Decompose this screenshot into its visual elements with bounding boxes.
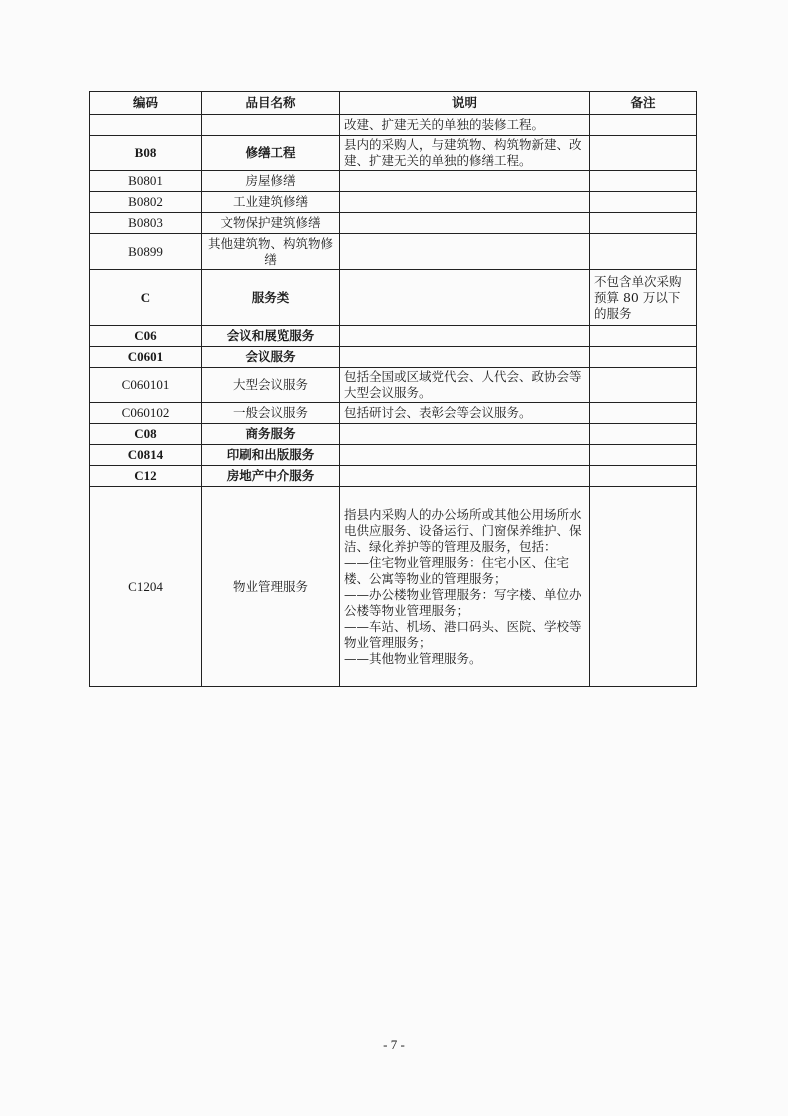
row-description: [340, 234, 590, 270]
table-row: [90, 466, 697, 487]
row-name: 会议和展览服务: [202, 326, 340, 347]
row-description: 县内的采购人，与建筑物、构筑物新建、改建、扩建无关的单独的修缮工程。: [340, 136, 590, 171]
row-code: C06: [90, 326, 202, 347]
row-description: [340, 424, 590, 445]
table-row: [90, 445, 697, 466]
row-note: 不包含单次采购预算 80 万以下的服务: [590, 270, 697, 326]
page-number: - 7 -: [383, 1037, 405, 1052]
row-name: 大型会议服务: [202, 368, 340, 403]
row-name: 印刷和出版服务: [202, 445, 340, 466]
row-name: 文物保护建筑修缮: [202, 213, 340, 234]
row-name: 其他建筑物、构筑物修缮: [202, 234, 340, 270]
table-body: [90, 115, 697, 687]
row-name: [202, 115, 340, 136]
row-code: C12: [90, 466, 202, 487]
table-row: [90, 347, 697, 368]
table-row: [90, 234, 697, 270]
row-code: C08: [90, 424, 202, 445]
row-code: [90, 115, 202, 136]
row-note: [590, 347, 697, 368]
row-note: [590, 403, 697, 424]
table-row: [90, 171, 697, 192]
row-note: [590, 326, 697, 347]
row-note: [590, 234, 697, 270]
row-code: C060102: [90, 403, 202, 424]
table-row: [90, 326, 697, 347]
table-header-row: [90, 92, 697, 115]
row-description: 改建、扩建无关的单独的装修工程。: [340, 115, 590, 136]
row-description: [340, 192, 590, 213]
row-description: [340, 270, 590, 326]
row-code: B0803: [90, 213, 202, 234]
row-name: 工业建筑修缮: [202, 192, 340, 213]
row-code: B0899: [90, 234, 202, 270]
row-description: [340, 213, 590, 234]
row-name: 服务类: [202, 270, 340, 326]
row-name: 修缮工程: [202, 136, 340, 171]
row-name: 房屋修缮: [202, 171, 340, 192]
table-row: [90, 487, 697, 687]
row-name: 商务服务: [202, 424, 340, 445]
row-code: C1204: [90, 487, 202, 687]
row-description: [340, 326, 590, 347]
row-name: 一般会议服务: [202, 403, 340, 424]
header-note: 备注: [590, 92, 697, 115]
row-note: [590, 171, 697, 192]
row-note: [590, 115, 697, 136]
catalog-table: [89, 91, 697, 687]
row-note: [590, 213, 697, 234]
row-name: 会议服务: [202, 347, 340, 368]
row-description: [340, 171, 590, 192]
row-note: [590, 424, 697, 445]
row-code: B0801: [90, 171, 202, 192]
row-note: [590, 487, 697, 687]
row-description: 指县内采购人的办公场所或其他公用场所水电供应服务、设备运行、门窗保养维护、保洁、绿化养护等的管理及服务，包括： ——住宅物业管理服务：住宅小区、住宅楼、公寓等物业的管理服务； ——办公楼物业管理服务：写字楼、单位办公楼等物业管理服务； ——车站、机场、港口码头、医院、学校等物业管理服务； ——其他物业管理服务。: [340, 487, 590, 687]
row-description: [340, 347, 590, 368]
header-name: 品目名称: [202, 92, 340, 115]
row-note: [590, 136, 697, 171]
table-row: [90, 424, 697, 445]
table-row: [90, 403, 697, 424]
header-description: 说明: [340, 92, 590, 115]
header-code: 编码: [90, 92, 202, 115]
row-name: 房地产中介服务: [202, 466, 340, 487]
row-code: B0802: [90, 192, 202, 213]
row-code: B08: [90, 136, 202, 171]
table-row: [90, 213, 697, 234]
row-description: [340, 445, 590, 466]
row-note: [590, 466, 697, 487]
row-code: C060101: [90, 368, 202, 403]
row-note: [590, 445, 697, 466]
row-code: C0814: [90, 445, 202, 466]
row-code: C0601: [90, 347, 202, 368]
table-row: [90, 115, 697, 136]
row-name: 物业管理服务: [202, 487, 340, 687]
row-code: C: [90, 270, 202, 326]
row-description: 包括全国或区域党代会、人代会、政协会等大型会议服务。: [340, 368, 590, 403]
table-row: [90, 136, 697, 171]
table-row: [90, 368, 697, 403]
row-note: [590, 192, 697, 213]
row-description: 包括研讨会、表彰会等会议服务。: [340, 403, 590, 424]
table-row: [90, 192, 697, 213]
table-row: [90, 270, 697, 326]
row-note: [590, 368, 697, 403]
row-description: [340, 466, 590, 487]
